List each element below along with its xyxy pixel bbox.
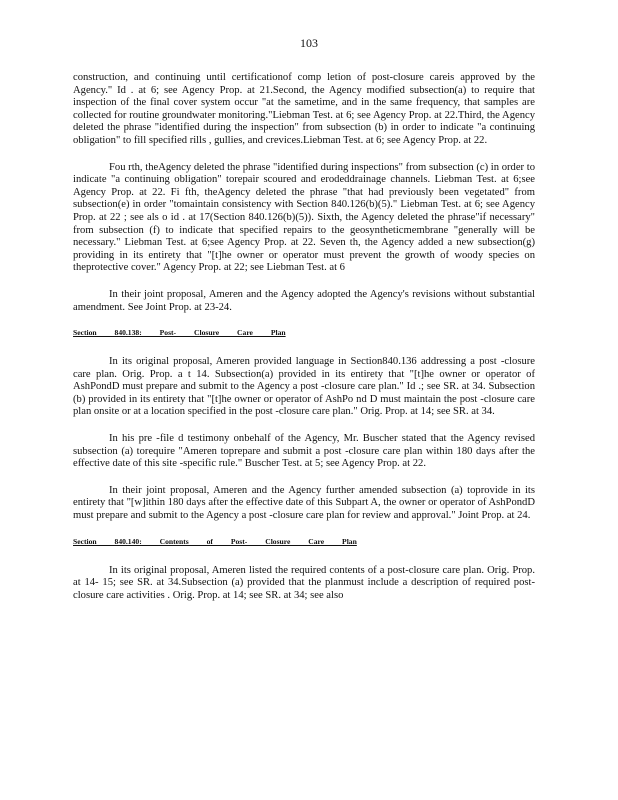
paragraph: In their joint proposal, Ameren and the Agency further amended subsection (a) toprovide in its entirety that "[w]ithin 180 days after the effective date of this Subpart A, the owner or operator of AshPondD must prepare and submit to the Agency a post -closure care plan for review and approval." Joint Prop. at 24. — [73, 484, 535, 522]
paragraph: construction, and continuing until certificationof comp letion of post-closure careis approved by the Agency." Id . at 6; see Agency Prop. at 21.Second, the Agency modified subsection(a) to require that inspection of the final cover system occur "at the sametime, and in the same frequency, that samples are collected for routine groundwater monitoring."Liebman Test. at 6; see Agency Prop. at 22.Third, the Agency deleted the phrase "identified during the inspection" from subsection (b) in order to indicate "a continuing obligation" to fill specified rills , gullies, and crevices.Liebman Test. at 6; see Agency Prop. at 22. — [73, 72, 535, 146]
section-heading: Section 840.138: Post- Closure Care Plan — [73, 328, 286, 338]
paragraph: Fou rth, theAgency deleted the phrase "identified during inspections" from subsection (c) in order to indicate "a continuing obligation" torepair scoured and erodeddrainage channels. Liebman Test. at 6;see Agency Prop. at 22. Fi fth, theAgency deleted the phrase "that had previously been vegetated" from subsection(e) in order "tomaintain consistency with Section 840.126(b)(5)." Liebman Test. at 6; see Agency Prop. at 22 ; see als o id . at 17(Section 840.126(b)(5)). Sixth, the Agency deleted the phrase"if necessary" from subsection (f) to indicate that specified repairs to the geosyntheticmembrane "generally will be necessary." Liebman Test. at 6;see Agency Prop. at 22. Seven th, the Agency added a new subsection(g) providing in its entirety that "[t]he owner or operator must prevent the growth of woody species on theprotective cover." Agency Prop. at 22; see Liebman Test. at 6 — [73, 161, 535, 274]
paragraph: In its original proposal, Ameren listed the required contents of a post-closure care plan. Orig. Prop. at 14- 15; see SR. at 34.Subsection (a) provided that the planmust include a description of required post- closure care activities . Orig. Prop. at 14; see SR. at 34; see also — [73, 564, 535, 601]
page-number: 103 — [300, 36, 318, 50]
paragraph: In his pre -file d testimony onbehalf of the Agency, Mr. Buscher stated that the Agency revised subsection (a) torequire "Ameren toprepare and submit a post -closure care plan within 180 days after the effective date of this site -specific rule." Buscher Test. at 5; see Agency Prop. at 22. — [73, 433, 535, 470]
paragraph: In their joint proposal, Ameren and the Agency adopted the Agency's revisions without substantial amendment. See Joint Prop. at 23-24. — [73, 288, 535, 313]
document-body — [73, 72, 535, 616]
section-heading: Section 840.140: Contents of Post- Closure Care Plan — [73, 536, 357, 546]
paragraph: In its original proposal, Ameren provided language in Section840.136 addressing a post -closure care plan. Orig. Prop. a t 14. Subsection(a) provided in its entirety that "[t]he owner or operator of AshPondD must prepare and submit to the Agency a post -closure care plan." Id .; see SR. at 34. Subsection (b) provided in its entirety that "[t]he owner or operator of AshPo nd D must maintain the post -closure care plan onsite or at a location specified in the post -closure care plan." Orig. Prop. at 14; see SR. at 34. — [73, 356, 535, 418]
